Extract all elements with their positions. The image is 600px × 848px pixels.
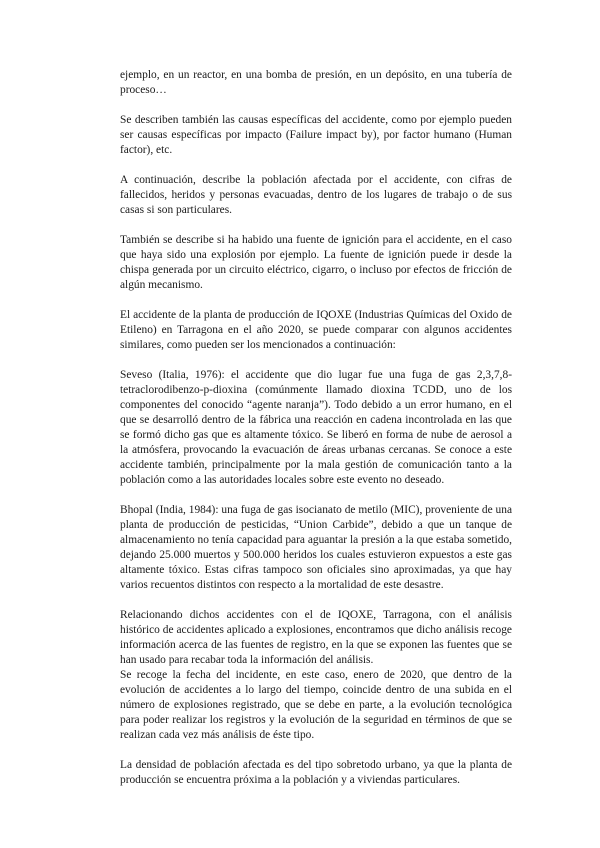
paragraph-affected-population: A continuación, describe la población afectada por el accidente, con cifras de fallecidos, heridos y personas evacuadas, dentro de los lugares de trabajo o de sus casas si son particulares. <box>120 174 512 216</box>
paragraph-incident-date: Se recoge la fecha del incidente, en este caso, enero de 2020, que dentro de la evolución de accidentes a lo largo del tiempo, coincide dentro de una subida en el número de explosiones registrado, que se debe en parte, a la evolución tecnológica para poder realizar los registros y la evolución de la seguridad en términos de que se realizan cada vez más análisis de éste tipo. <box>120 669 512 741</box>
paragraph-population-density: La densidad de población afectada es del tipo sobretodo urbano, ya que la planta de producción se encuentra próxima a la población y a viviendas particulares. <box>120 759 512 786</box>
document-body <box>120 68 512 803</box>
paragraph-reactor-examples: ejemplo, en un reactor, en una bomba de presión, en un depósito, en una tubería de proceso… <box>120 69 512 96</box>
paragraph-ignition-source: También se describe si ha habido una fuente de ignición para el accidente, en el caso que haya sido una explosión por ejemplo. La fuente de ignición puede ir desde la chispa generada por un circuito eléctrico, cigarro, o incluso por efectos de fricción de algún mecanismo. <box>120 234 512 291</box>
paragraph-specific-causes: Se describen también las causas específicas del accidente, como por ejemplo pueden ser causas específicas por impacto (Failure impact by), por factor humano (Human factor), etc. <box>120 114 512 156</box>
paragraph-historical-analysis: Relacionando dichos accidentes con el de IQOXE, Tarragona, con el análisis histórico de accidentes aplicado a explosiones, encontramos que dicho análisis recoge información acerca de las fuentes de registro, en la que se exponen las fuentes que se han usado para recabar toda la información del análisis. <box>120 609 512 666</box>
paragraph-bhopal: Bhopal (India, 1984): una fuga de gas isocianato de metilo (MIC), proveniente de una planta de producción de pesticidas, “Union Carbide”, debido a que un tanque de almacenamiento no tenía capacidad para aguantar la presión a la que estaba sometido, dejando 25.000 muertos y 500.000 heridos los cuales estuvieron expuestos a este gas altamente tóxico. Estas cifras tampoco son oficiales sino aproximadas, ya que hay varios recuentos distintos con respecto a la mortalidad de este desastre. <box>120 504 512 591</box>
paragraph-iqoxe-comparison: El accidente de la planta de producción de IQOXE (Industrias Químicas del Oxido de Etileno) en Tarragona en el año 2020, se puede comparar con algunos accidentes similares, como pueden ser los mencionados a continuación: <box>120 309 512 351</box>
paragraph-seveso: Seveso (Italia, 1976): el accidente que dio lugar fue una fuga de gas 2,3,7,8-tetraclorodibenzo-p-dioxina (comúnmente llamado dioxina TCDD, uno de los componentes del conocido “agente naranja”). Todo debido a un error humano, en el que se desarrolló dentro de la fábrica una reacción en cadena incontrolada en las que se formó dicho gas que es altamente tóxico. Se liberó en forma de nube de aerosol a la atmósfera, provocando la evacuación de áreas urbanas cercanas. Se conoce a este accidente también, principalmente por la mala gestión de comunicación tanto a la población como a las autoridades locales sobre este evento no deseado. <box>120 369 512 486</box>
